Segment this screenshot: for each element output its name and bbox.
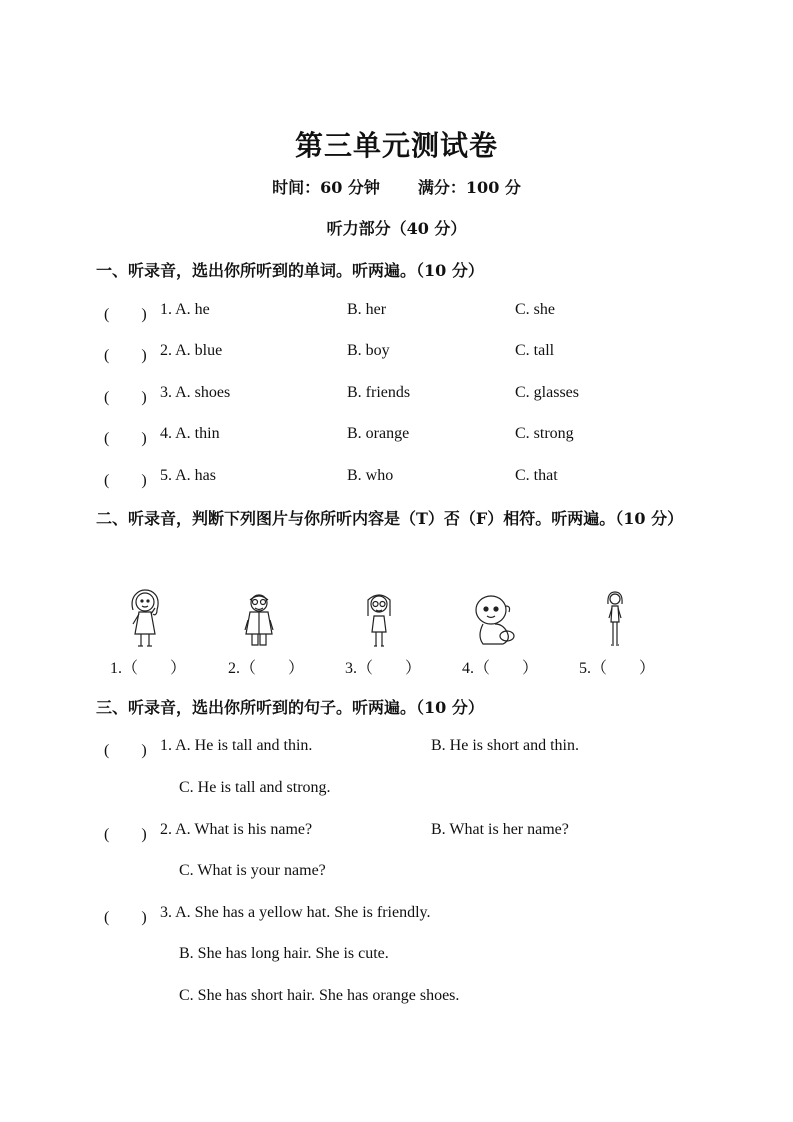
s1-q4-option-a: 4. A. thin [160,425,220,442]
section2-heading: 二、听录音，判断下列图片与你所听内容是（T）否（F）相符。听两遍。（10 分） [96,509,684,528]
s1-q2-paren[interactable]: ( ) [104,347,147,364]
girl-figure-icon [127,588,163,650]
time-limit: 时间：60 分钟 [272,178,380,197]
s1-q1-paren[interactable]: ( ) [104,306,147,323]
part-heading: 听力部分（40 分） [326,219,467,238]
page-title: 第三单元测试卷 [294,129,498,162]
s1-q1-option-a: 1. A. he [160,301,210,318]
s2-answer-3[interactable]: 3.（ ） [345,660,422,677]
s2-answer-4[interactable]: 4.（ ） [462,660,539,677]
s1-q1-option-c: C. she [515,301,555,318]
s1-q5-option-c: C. that [515,467,558,484]
s1-q5-option-a: 5. A. has [160,467,216,484]
s1-q4-option-c: C. strong [515,425,574,442]
s3-q1-paren[interactable]: ( ) [104,742,147,759]
exam-meta [0,175,793,198]
s1-q3-option-b: B. friends [347,384,411,401]
s1-q3-option-a: 3. A. shoes [160,384,231,401]
old-man-figure-icon [242,590,276,650]
s1-q1-option-b: B. her [347,301,387,318]
s1-q5-paren[interactable]: ( ) [104,472,147,489]
s3-q3-paren[interactable]: ( ) [104,909,147,926]
s3-q2-option-c: C. What is your name? [179,862,326,879]
s3-q3-option-c: C. She has short hair. She has orange shoes. [179,987,460,1004]
s2-answer-1[interactable]: 1.（ ） [110,660,187,677]
s2-answer-2[interactable]: 2.（ ） [228,660,305,677]
section1-heading: 一、听录音，选出你所听到的单词。听两遍。（10 分） [96,261,484,280]
s1-q4-option-b: B. orange [347,425,410,442]
s1-q5-option-b: B. who [347,467,394,484]
s3-q1-option-c: C. He is tall and strong. [179,779,331,796]
s3-q3-option-b: B. She has long hair. She is cute. [179,945,389,962]
full-score: 满分：100 分 [417,178,521,197]
thin-girl-figure-icon [604,590,626,650]
s3-q2-option-b: B. What is her name? [431,821,569,838]
s1-q4-paren[interactable]: ( ) [104,430,147,447]
s1-q3-option-c: C. glasses [515,384,579,401]
s3-q2-paren[interactable]: ( ) [104,826,147,843]
s3-q1-option-b: B. He is short and thin. [431,737,579,754]
section3-heading: 三、听录音，选出你所听到的句子。听两遍。（10 分） [96,698,484,717]
s1-q2-option-b: B. boy [347,342,390,359]
s2-answer-5[interactable]: 5.（ ） [579,660,656,677]
s3-q3-option-a: 3. A. She has a yellow hat. She is friendly. [160,904,431,921]
s1-q2-option-a: 2. A. blue [160,342,223,359]
s3-q1-option-a: 1. A. He is tall and thin. [160,737,313,754]
baby-figure-icon [471,592,519,648]
s1-q3-paren[interactable]: ( ) [104,389,147,406]
girl-glasses-figure-icon [364,590,394,650]
s1-q2-option-c: C. tall [515,342,555,359]
s3-q2-option-a: 2. A. What is his name? [160,821,313,838]
